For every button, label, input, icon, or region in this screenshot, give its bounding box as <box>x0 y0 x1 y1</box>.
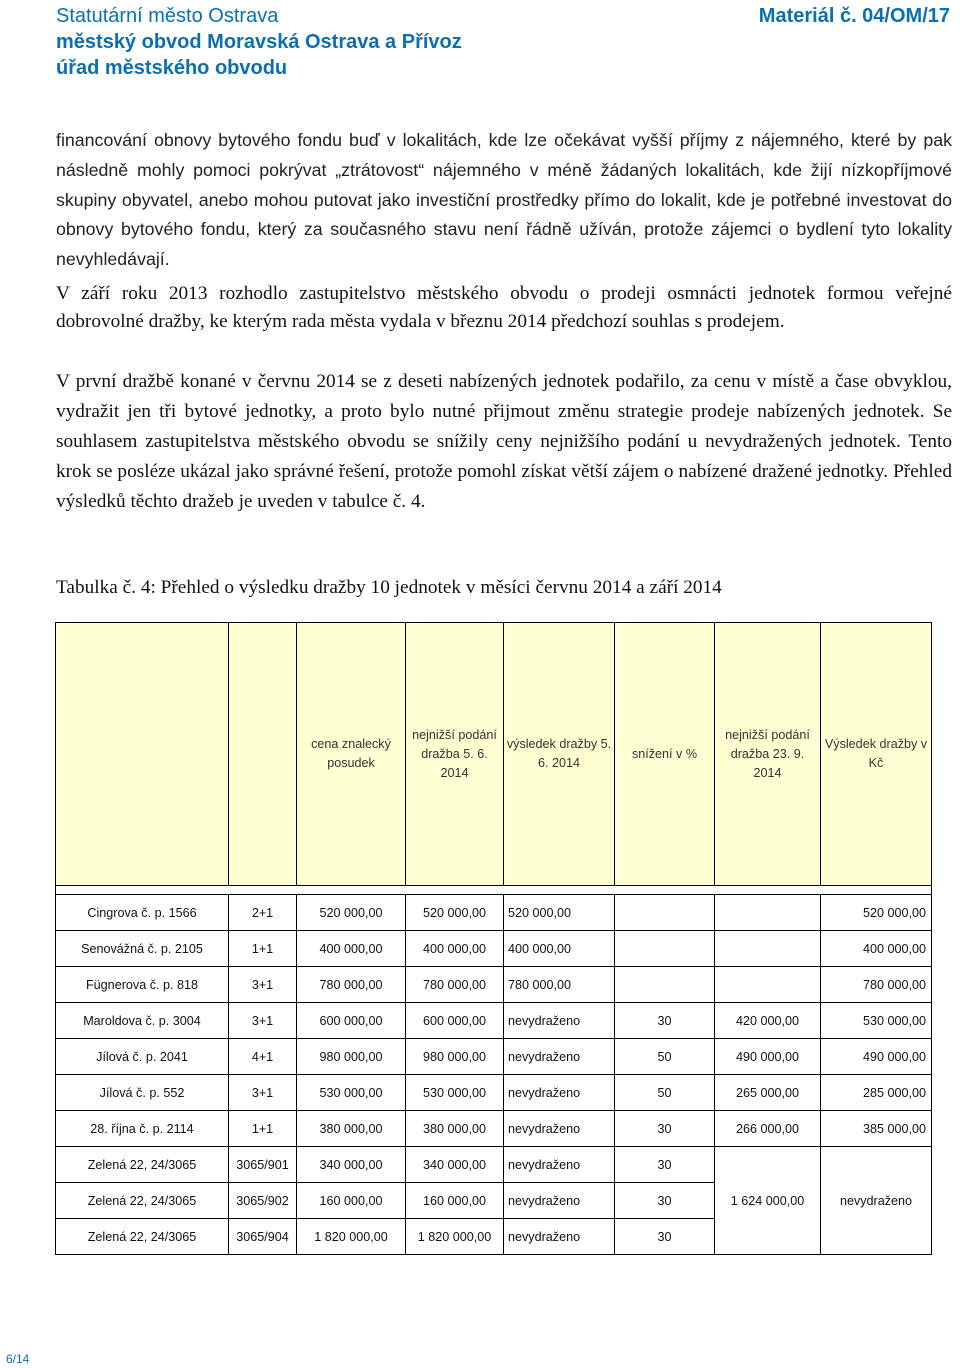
header-district: městský obvod Moravská Ostrava a Přívoz <box>56 31 462 53</box>
cell-result-june: nevydraženo <box>504 1111 615 1147</box>
header-type <box>229 623 297 886</box>
cell-min-bid-sept <box>715 895 821 931</box>
cell-result-june: nevydraženo <box>504 1147 615 1183</box>
cell-final-group: nevydraženo <box>821 1147 932 1255</box>
cell-min-bid: 1 820 000,00 <box>406 1219 504 1255</box>
cell-appraisal: 1 820 000,00 <box>297 1219 406 1255</box>
cell-type: 3+1 <box>229 1075 297 1111</box>
header-result-june: výsledek dražby 5. 6. 2014 <box>504 623 615 886</box>
cell-appraisal: 340 000,00 <box>297 1147 406 1183</box>
cell-type: 3+1 <box>229 967 297 1003</box>
cell-type: 3+1 <box>229 1003 297 1039</box>
table-row <box>56 931 932 967</box>
cell-result-june: nevydraženo <box>504 1219 615 1255</box>
cell-type: 3065/901 <box>229 1147 297 1183</box>
cell-final: 285 000,00 <box>821 1075 932 1111</box>
header-final-result: Výsledek dražby v Kč <box>821 623 932 886</box>
cell-appraisal: 400 000,00 <box>297 931 406 967</box>
cell-appraisal: 160 000,00 <box>297 1183 406 1219</box>
table-row <box>56 1039 932 1075</box>
cell-reduction: 30 <box>615 1183 715 1219</box>
cell-result-june: 520 000,00 <box>504 895 615 931</box>
cell-min-bid-sept <box>715 931 821 967</box>
cell-min-bid-sept: 490 000,00 <box>715 1039 821 1075</box>
header-min-bid-june: nejnižší podání dražba 5. 6. 2014 <box>406 623 504 886</box>
cell-min-bid-sept-group: 1 624 000,00 <box>715 1147 821 1255</box>
cell-min-bid-sept: 420 000,00 <box>715 1003 821 1039</box>
cell-min-bid: 380 000,00 <box>406 1111 504 1147</box>
table-row <box>56 1075 932 1111</box>
cell-address: Jílová č. p. 552 <box>56 1075 229 1111</box>
cell-final: 490 000,00 <box>821 1039 932 1075</box>
table-row <box>56 1003 932 1039</box>
cell-min-bid-sept: 265 000,00 <box>715 1075 821 1111</box>
cell-appraisal: 520 000,00 <box>297 895 406 931</box>
cell-address: Zelená 22, 24/3065 <box>56 1147 229 1183</box>
cell-appraisal: 780 000,00 <box>297 967 406 1003</box>
cell-result-june: nevydraženo <box>504 1075 615 1111</box>
table-row <box>56 895 932 931</box>
cell-final: 780 000,00 <box>821 967 932 1003</box>
cell-reduction: 30 <box>615 1147 715 1183</box>
cell-address: Maroldova č. p. 3004 <box>56 1003 229 1039</box>
cell-type: 4+1 <box>229 1039 297 1075</box>
cell-reduction: 50 <box>615 1075 715 1111</box>
cell-min-bid: 530 000,00 <box>406 1075 504 1111</box>
cell-appraisal: 380 000,00 <box>297 1111 406 1147</box>
paragraph-financing: financování obnovy bytového fondu buď v lokalitách, kde lze očekávat vyšší příjmy z nájemného, které by pak následně mohly pomoci pokrývat „ztrátovost“ nájemného v méně žádaných lokalitách, kde žijí nízkopříjmové skupiny obyvatel, anebo mohou putovat jako investiční prostředky přímo do lokalit, kde je potřebné investovat do obnovy bytového fondu, který za současného stavu není řádně užíván, protože zájemci o bydlení tyto lokality nevyhledávají. <box>56 130 952 270</box>
header-appraisal: cena znalecký posudek <box>297 623 406 886</box>
cell-min-bid: 600 000,00 <box>406 1003 504 1039</box>
cell-type: 2+1 <box>229 895 297 931</box>
cell-min-bid: 340 000,00 <box>406 1147 504 1183</box>
cell-min-bid: 400 000,00 <box>406 931 504 967</box>
table-header-row <box>56 623 932 886</box>
header-reduction: snížení v % <box>615 623 715 886</box>
cell-final: 520 000,00 <box>821 895 932 931</box>
cell-type: 3065/902 <box>229 1183 297 1219</box>
paragraph-first-auction: V první dražbě konané v červnu 2014 se z deseti nabízených jednotek podařilo, za cenu v místě a čase obvyklou, vydražit jen tři bytové jednotky, a proto bylo nutné přijmout změnu strategie prodeje nabízených jednotek. Se souhlasem zastupitelstva městského obvodu se snížily ceny nejnižšího podání u nevydražených jednotek. Tento krok se posléze ukázal jako správné řešení, protože pomohl získat větší zájem o nabízené dražené jednotky. Přehled výsledků těchto dražeb je uveden v tabulce č. 4. <box>56 371 952 512</box>
cell-final: 530 000,00 <box>821 1003 932 1039</box>
cell-final: 400 000,00 <box>821 931 932 967</box>
cell-address: Zelená 22, 24/3065 <box>56 1219 229 1255</box>
cell-appraisal: 980 000,00 <box>297 1039 406 1075</box>
cell-appraisal: 530 000,00 <box>297 1075 406 1111</box>
header-material-number: Materiál č. 04/OM/17 <box>758 5 950 27</box>
cell-result-june: nevydraženo <box>504 1003 615 1039</box>
cell-final: 385 000,00 <box>821 1111 932 1147</box>
cell-address: Jílová č. p. 2041 <box>56 1039 229 1075</box>
table-row <box>56 967 932 1003</box>
header-min-bid-sept: nejnižší podání dražba 23. 9. 2014 <box>715 623 821 886</box>
cell-result-june: 400 000,00 <box>504 931 615 967</box>
table-spacer <box>56 886 932 895</box>
cell-type: 1+1 <box>229 931 297 967</box>
cell-min-bid: 980 000,00 <box>406 1039 504 1075</box>
cell-address: Senovážná č. p. 2105 <box>56 931 229 967</box>
cell-min-bid: 780 000,00 <box>406 967 504 1003</box>
table-caption: Tabulka č. 4: Přehled o výsledku dražby 10 jednotek v měsíci červnu 2014 a září 2014 <box>56 577 722 598</box>
cell-reduction: 30 <box>615 1003 715 1039</box>
cell-result-june: nevydraženo <box>504 1183 615 1219</box>
cell-min-bid: 520 000,00 <box>406 895 504 931</box>
cell-address: 28. října č. p. 2114 <box>56 1111 229 1147</box>
page-number: 6/14 <box>6 1352 30 1366</box>
cell-reduction: 30 <box>615 1219 715 1255</box>
cell-min-bid-sept <box>715 967 821 1003</box>
paragraph-council-decision: V září roku 2013 rozhodlo zastupitelstvo městského obvodu o prodeji osmnácti jednotek formou veřejné dobrovolné dražby, ke kterým rada města vydala v březnu 2014 předchozí souhlas s prodejem. <box>56 283 952 332</box>
cell-reduction <box>615 967 715 1003</box>
cell-reduction: 30 <box>615 1111 715 1147</box>
cell-result-june: nevydraženo <box>504 1039 615 1075</box>
cell-address: Fügnerova č. p. 818 <box>56 967 229 1003</box>
header-city: Statutární město Ostrava <box>56 5 279 27</box>
table-row <box>56 1111 932 1147</box>
cell-reduction <box>615 931 715 967</box>
cell-reduction <box>615 895 715 931</box>
cell-min-bid-sept: 266 000,00 <box>715 1111 821 1147</box>
auction-results-table <box>55 622 932 1255</box>
header-address <box>56 623 229 886</box>
cell-min-bid: 160 000,00 <box>406 1183 504 1219</box>
cell-type: 1+1 <box>229 1111 297 1147</box>
cell-address: Cingrova č. p. 1566 <box>56 895 229 931</box>
cell-type: 3065/904 <box>229 1219 297 1255</box>
cell-result-june: 780 000,00 <box>504 967 615 1003</box>
cell-reduction: 50 <box>615 1039 715 1075</box>
cell-address: Zelená 22, 24/3065 <box>56 1183 229 1219</box>
header-office: úřad městského obvodu <box>56 57 288 79</box>
table-row <box>56 1147 932 1183</box>
cell-appraisal: 600 000,00 <box>297 1003 406 1039</box>
